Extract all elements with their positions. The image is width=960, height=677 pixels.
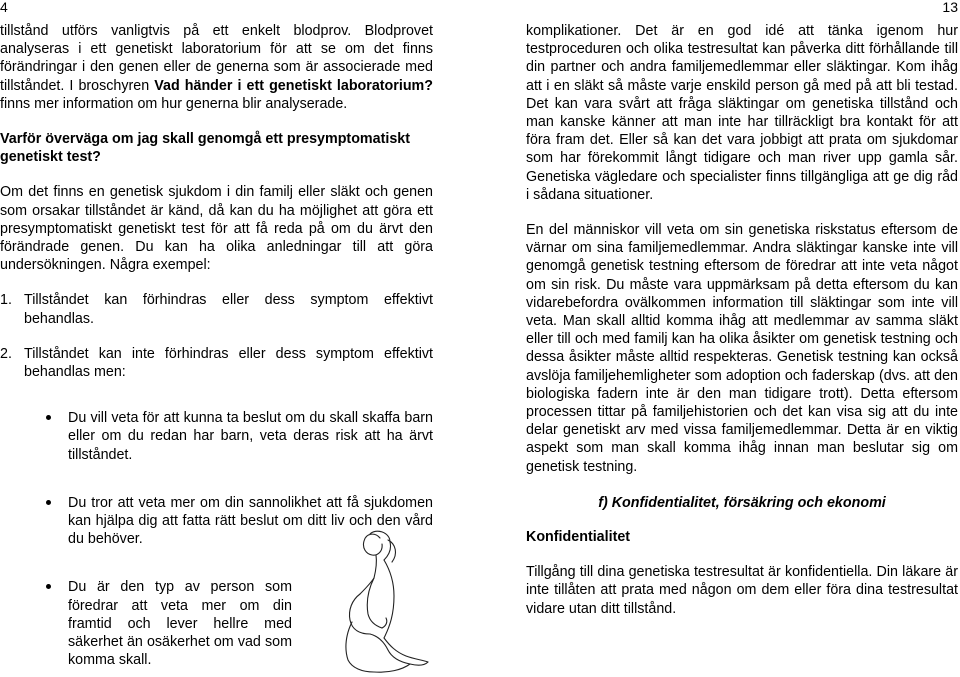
page-number-left: 4: [0, 0, 8, 15]
reasons-paragraph: Om det finns en genetisk sjukdom i din familj eller släkt och genen som orsakar tillståndet är känd, då kan du ha möjlighet att göra ett presymptomatiskt genetiskt test för att få reda på om du ärvt den förändrade genen. Du kan ha olika anledningar till att göra undersökningen. Några exempel:: [0, 184, 433, 274]
intro-paragraph: tillstånd utförs vanligtvis på ett enkelt blodprov. Blodprovet analyseras i ett genetiskt laboratorium för att se om det finns förändringar i den genen eller de generna som är associerade med tillståndet. I broschyren Vad händer i ett genetiskt laboratorium? finns mer information om hur generna blir analyserade.: [0, 23, 434, 112]
bullet-icon: [0, 409, 68, 464]
relatives-paragraph: komplikationer. Det är en god idé att tänka igenom hur testproceduren och olika testresultat kan påverka ditt förhållande till din partner och andra familjemedlemmar eller släktingar. Kom ihåg att i en släkt så måste varje enskild person gå med på att bli testad. Det kan vara svårt att fråga släktingar om genetiska tillstånd och man kanske känner att man inte har tillräckligt bra kontakt för att föra fram det. Eller så kan det vara jobbigt att prata om sjukdomar som har förekommit långt tidigare och man river upp gamla sår. Genetiska vägledare och specialister finns tillgängliga att ge dig råd i sådana situationer.: [526, 23, 958, 203]
right-column: [526, 22, 958, 618]
section-title: f) Konfidentialitet, försäkring och ekonomi: [598, 494, 886, 511]
section-heading: Varför överväga om jag skall genomgå ett presymptomatiskt genetiskt test?: [0, 131, 410, 166]
woman-sketch-illustration: [330, 530, 442, 675]
bullet-item: Du tror att veta mer om din sannolikhet att få sjukdomen kan hjälpa dig att fatta rätt beslut om ditt liv och den vård du behöver.: [0, 494, 433, 549]
risk-status-paragraph: En del människor vill veta om sin genetiska riskstatus eftersom de värnar om sina familjemedlemmar. Andra släktingar kanske inte vill genomgå genetisk testning eftersom de föredrar att inte veta något om sin risk. Du måste vara uppmärksam på detta eftersom du kan vidarebefordra ovälkommen information till släktingar som inte vill veta. Man skall alltid komma ihåg att medlemmar av samma släkt eller till och med familj kan ha olika åsikter om genetisk testning och dessa åsikter måste alltid respekteras. Genetisk testning kan också avslöja familjehemligheter som adoption och faderskap (dvs. att den biologiska fadern inte är den man tidigare trott). Detta eftersom processen tittar på familjehistorien och det kan visa sig att du inte delar genetiskt arv med vissa familjemedlemmar. Detta är en viktig aspekt som man skall komma ihåg innan man beslutar sig om genetisk testning.: [526, 222, 958, 475]
confidentiality-paragraph: Tillgång till dina genetiska testresultat är konfidentiella. Din läkare är inte tillåten att prata med någon om dem eller föra dina testresultat vidare utan ditt tillstånd.: [526, 564, 958, 617]
bullet-item: Du vill veta för att kunna ta beslut om du skall skaffa barn eller om du redan har barn, veta deras risk att ha ärvt tillståndet.: [0, 409, 433, 464]
list-item: 1. Tillståndet kan förhindras eller dess symptom effektivt behandlas.: [0, 292, 433, 327]
bullet-icon: [0, 578, 68, 669]
sub-heading: Konfidentialitet: [526, 529, 631, 546]
bullet-item: Du är den typ av person som föredrar att veta mer om din framtid och lever hellre med säkerhet än osäkerhet om vad som komma skall.: [0, 578, 433, 669]
list-item: 2. Tillståndet kan inte förhindras eller dess symptom effektivt behandlas men:: [0, 345, 433, 381]
brochure-title: Vad händer i ett genetiskt laboratorium?: [154, 77, 434, 94]
bullet-icon: [0, 494, 68, 549]
page-number-right: 13: [942, 0, 958, 15]
